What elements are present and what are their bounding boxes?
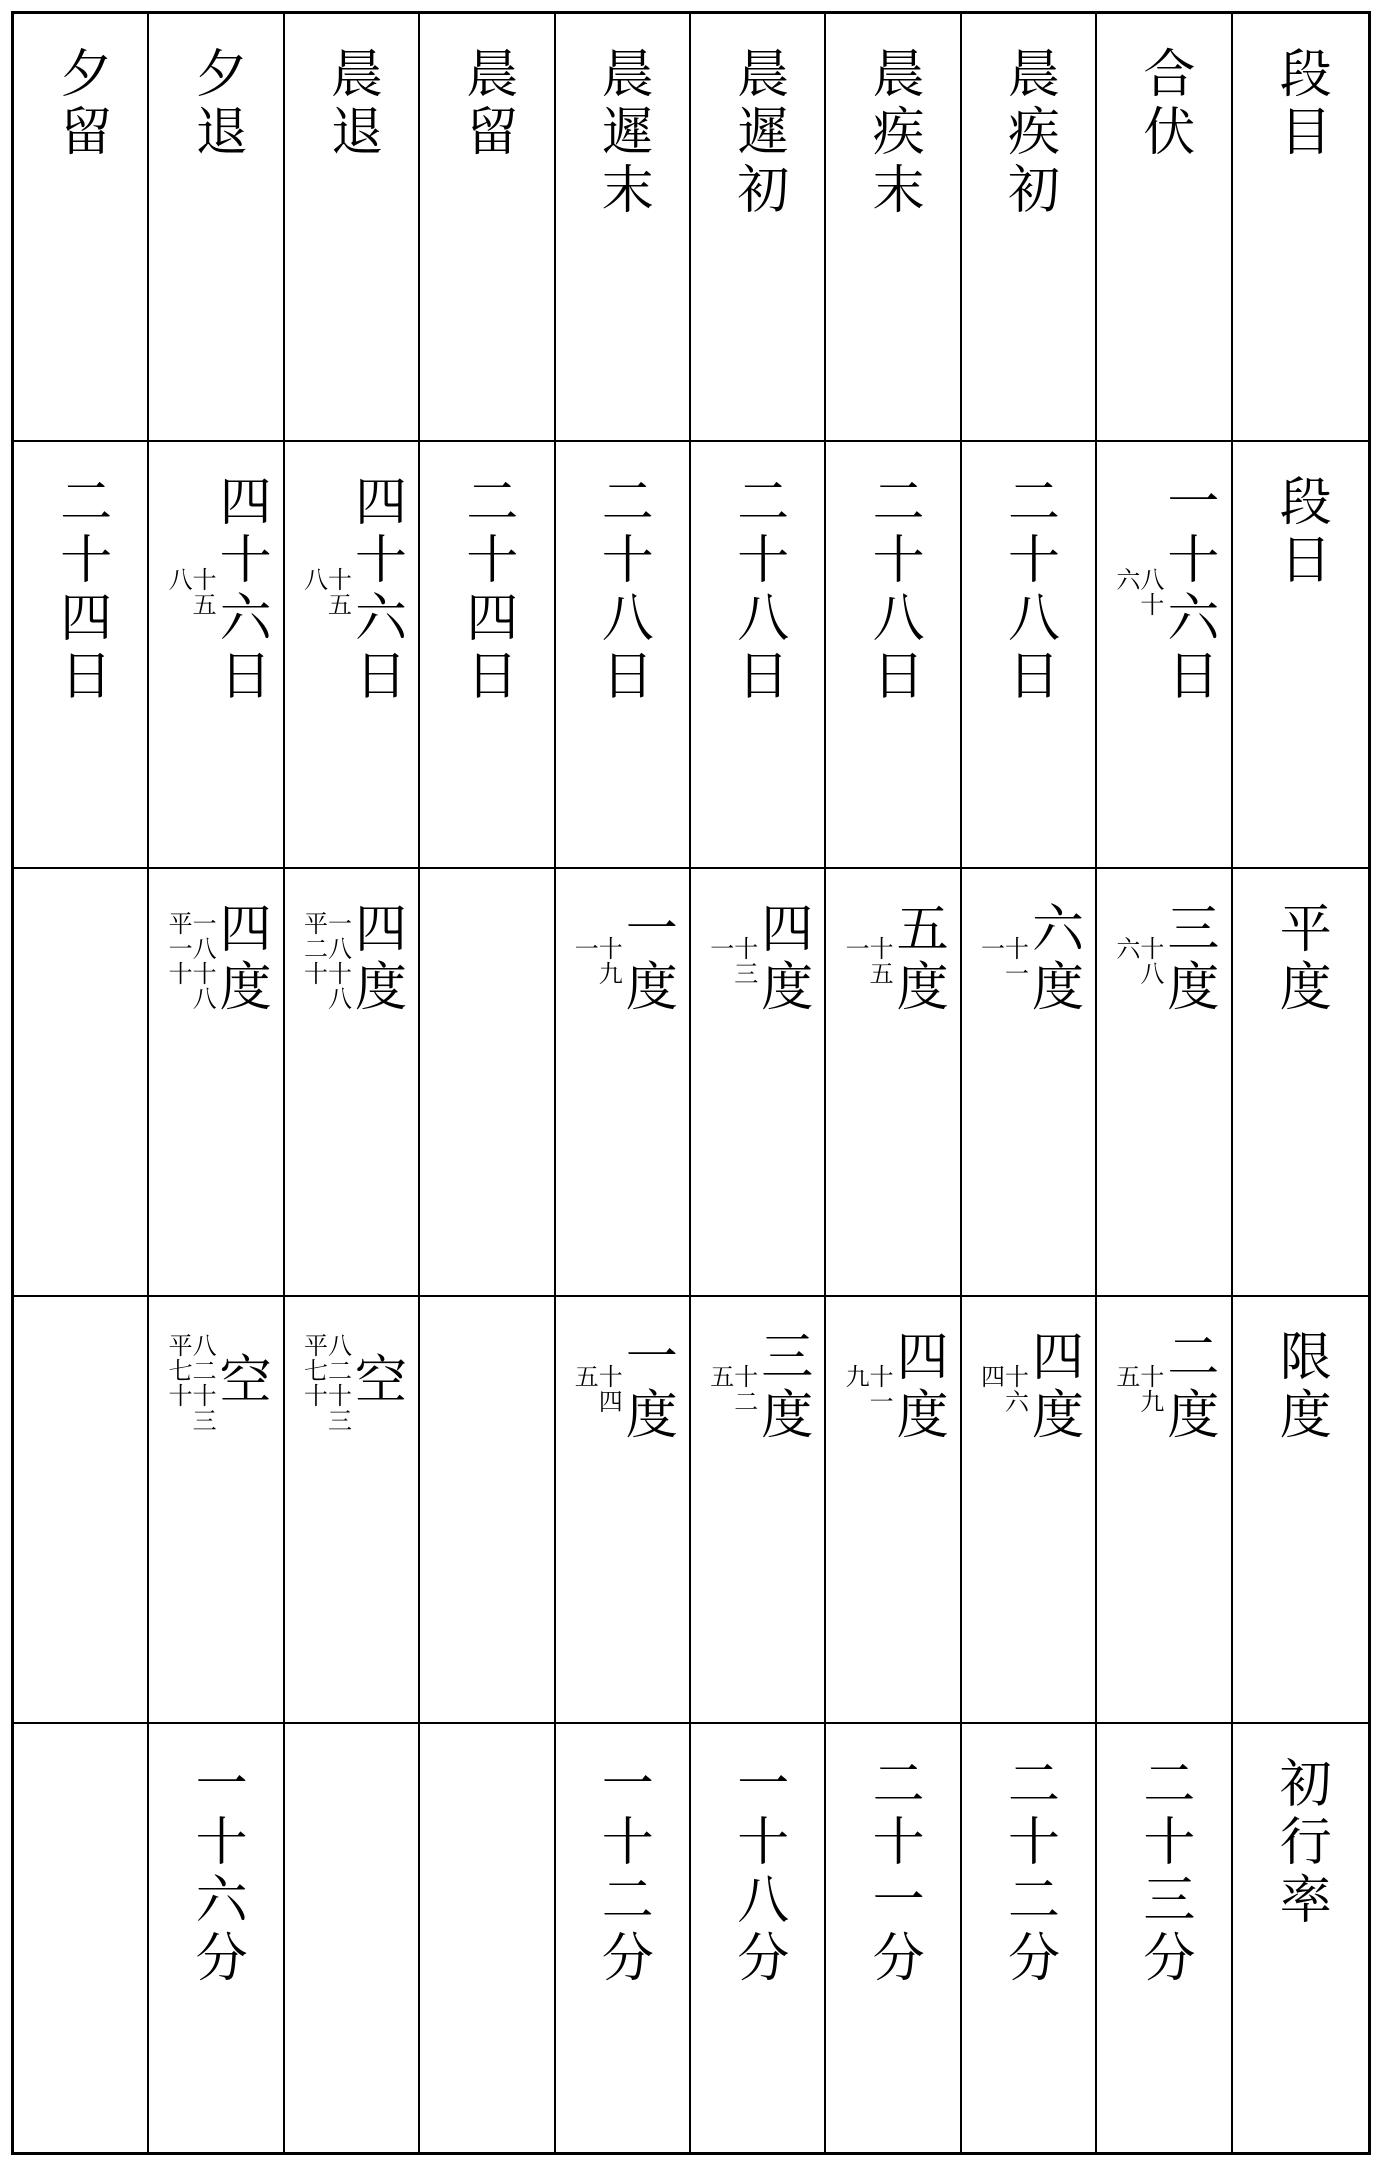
cell-small-note: 八二十三 平七十 bbox=[164, 1332, 217, 1433]
table-cell bbox=[556, 1724, 691, 2152]
table-cell bbox=[285, 1297, 420, 1725]
column-header-label: 段目 bbox=[1270, 46, 1331, 162]
column-header-cell bbox=[285, 14, 420, 442]
table-cell bbox=[14, 1297, 149, 1725]
table-cell bbox=[14, 869, 149, 1297]
column-header-cell bbox=[826, 14, 961, 442]
cell-small-note: 一八十八 平一十 bbox=[164, 911, 217, 1012]
table-cell bbox=[420, 869, 555, 1297]
cell-small-note: 八十 六 bbox=[1111, 566, 1164, 617]
column-header-label: 晨遲末 bbox=[592, 46, 653, 220]
almanac-table bbox=[11, 11, 1371, 2155]
cell-value: 四度 bbox=[345, 901, 406, 1018]
cell-value: 二十二分 bbox=[998, 1756, 1059, 1989]
cell-value: 三度 bbox=[751, 1328, 812, 1445]
column-header-cell bbox=[14, 14, 149, 442]
table-cell bbox=[14, 442, 149, 870]
cell-value: 一十六日 bbox=[1157, 473, 1218, 706]
cell-value: 二十八日 bbox=[592, 473, 653, 706]
cell-small-note: 十一 一 bbox=[976, 936, 1029, 987]
table-cell bbox=[149, 442, 284, 870]
table-cell bbox=[826, 869, 961, 1297]
column-header-label: 夕留 bbox=[50, 46, 111, 162]
table-cell bbox=[691, 1724, 826, 2152]
column-header-label: 晨退 bbox=[321, 46, 382, 162]
cell-small-note: 八二十三 平七十 bbox=[299, 1332, 352, 1433]
row-header-label: 段日 bbox=[1270, 473, 1331, 590]
table-cell bbox=[962, 869, 1097, 1297]
cell-value: 三度 bbox=[1157, 901, 1218, 1018]
cell-value: 四度 bbox=[1022, 1328, 1083, 1445]
row-header-label: 初行率 bbox=[1270, 1756, 1331, 1931]
column-header-cell bbox=[1233, 14, 1368, 442]
cell-value: 二十八日 bbox=[863, 473, 924, 706]
table-cell bbox=[285, 869, 420, 1297]
table-cell bbox=[962, 442, 1097, 870]
cell-value: 一度 bbox=[616, 1328, 677, 1445]
cell-value: 二度 bbox=[1157, 1328, 1218, 1445]
cell-value: 二十八日 bbox=[727, 473, 788, 706]
cell-small-note: 十五 一 bbox=[841, 936, 894, 987]
table-cell bbox=[826, 1297, 961, 1725]
column-header-label: 夕退 bbox=[186, 46, 247, 162]
column-header-cell bbox=[1097, 14, 1232, 442]
column-header-label: 晨遲初 bbox=[727, 46, 788, 220]
table-cell bbox=[826, 442, 961, 870]
table-cell bbox=[826, 1724, 961, 2152]
cell-small-note: 十九 一 bbox=[570, 936, 623, 987]
column-header-cell bbox=[149, 14, 284, 442]
cell-small-note: 十八 六 bbox=[1111, 936, 1164, 987]
cell-value: 一十八分 bbox=[727, 1756, 788, 1989]
row-header-cell bbox=[1233, 1724, 1368, 2152]
table-cell bbox=[14, 1724, 149, 2152]
row-header-label: 平度 bbox=[1270, 901, 1331, 1018]
cell-value: 五度 bbox=[887, 901, 948, 1018]
cell-value: 二十四日 bbox=[50, 473, 111, 706]
cell-value: 四度 bbox=[210, 901, 271, 1018]
row-header-cell bbox=[1233, 1297, 1368, 1725]
table-cell bbox=[420, 1724, 555, 2152]
table-cell bbox=[556, 869, 691, 1297]
row-header-cell bbox=[1233, 442, 1368, 870]
table-cell bbox=[691, 869, 826, 1297]
table-cell bbox=[556, 442, 691, 870]
cell-small-note: 十二 五 bbox=[705, 1363, 758, 1414]
cell-value: 一十六分 bbox=[186, 1756, 247, 1989]
table-cell bbox=[285, 1724, 420, 2152]
cell-small-note: 一八十八 平二十 bbox=[299, 911, 352, 1012]
cell-value: 二十四日 bbox=[456, 473, 517, 706]
cell-small-note: 十五 八 bbox=[299, 566, 352, 617]
table-cell bbox=[962, 1724, 1097, 2152]
row-header-label: 限度 bbox=[1270, 1328, 1331, 1445]
table-cell bbox=[691, 442, 826, 870]
table-cell bbox=[1097, 1297, 1232, 1725]
cell-value: 二十八日 bbox=[998, 473, 1059, 706]
cell-value: 四度 bbox=[751, 901, 812, 1018]
table-cell bbox=[420, 1297, 555, 1725]
column-header-cell bbox=[962, 14, 1097, 442]
cell-value: 四十六日 bbox=[345, 473, 406, 706]
cell-value: 一十二分 bbox=[592, 1756, 653, 1989]
cell-value: 空 bbox=[210, 1351, 271, 1410]
table-cell bbox=[556, 1297, 691, 1725]
cell-small-note: 十三 一 bbox=[705, 936, 758, 987]
row-header-cell bbox=[1233, 869, 1368, 1297]
table-cell bbox=[420, 442, 555, 870]
cell-small-note: 十四 五 bbox=[570, 1363, 623, 1414]
table-cell bbox=[962, 1297, 1097, 1725]
table-cell bbox=[149, 1297, 284, 1725]
cell-value: 一度 bbox=[616, 901, 677, 1018]
cell-small-note: 十五 八 bbox=[164, 566, 217, 617]
cell-small-note: 十一 九 bbox=[841, 1363, 894, 1414]
table-cell bbox=[1097, 1724, 1232, 2152]
column-header-cell bbox=[556, 14, 691, 442]
cell-value: 六度 bbox=[1022, 901, 1083, 1018]
column-header-cell bbox=[420, 14, 555, 442]
table-cell bbox=[149, 869, 284, 1297]
table-cell bbox=[691, 1297, 826, 1725]
table-cell bbox=[1097, 869, 1232, 1297]
cell-value: 空 bbox=[345, 1351, 406, 1410]
cell-value: 二十一分 bbox=[863, 1756, 924, 1989]
cell-small-note: 十九 五 bbox=[1111, 1363, 1164, 1414]
cell-value: 四十六日 bbox=[210, 473, 271, 706]
cell-small-note: 十六 四 bbox=[976, 1363, 1029, 1414]
column-header-label: 晨留 bbox=[456, 46, 517, 162]
column-header-label: 晨疾初 bbox=[998, 46, 1059, 220]
cell-value: 二十三分 bbox=[1133, 1756, 1194, 1989]
table-cell bbox=[1097, 442, 1232, 870]
table-cell bbox=[285, 442, 420, 870]
column-header-label: 合伏 bbox=[1133, 46, 1194, 162]
column-header-label: 晨疾末 bbox=[863, 46, 924, 220]
cell-value: 四度 bbox=[887, 1328, 948, 1445]
column-header-cell bbox=[691, 14, 826, 442]
table-cell bbox=[149, 1724, 284, 2152]
